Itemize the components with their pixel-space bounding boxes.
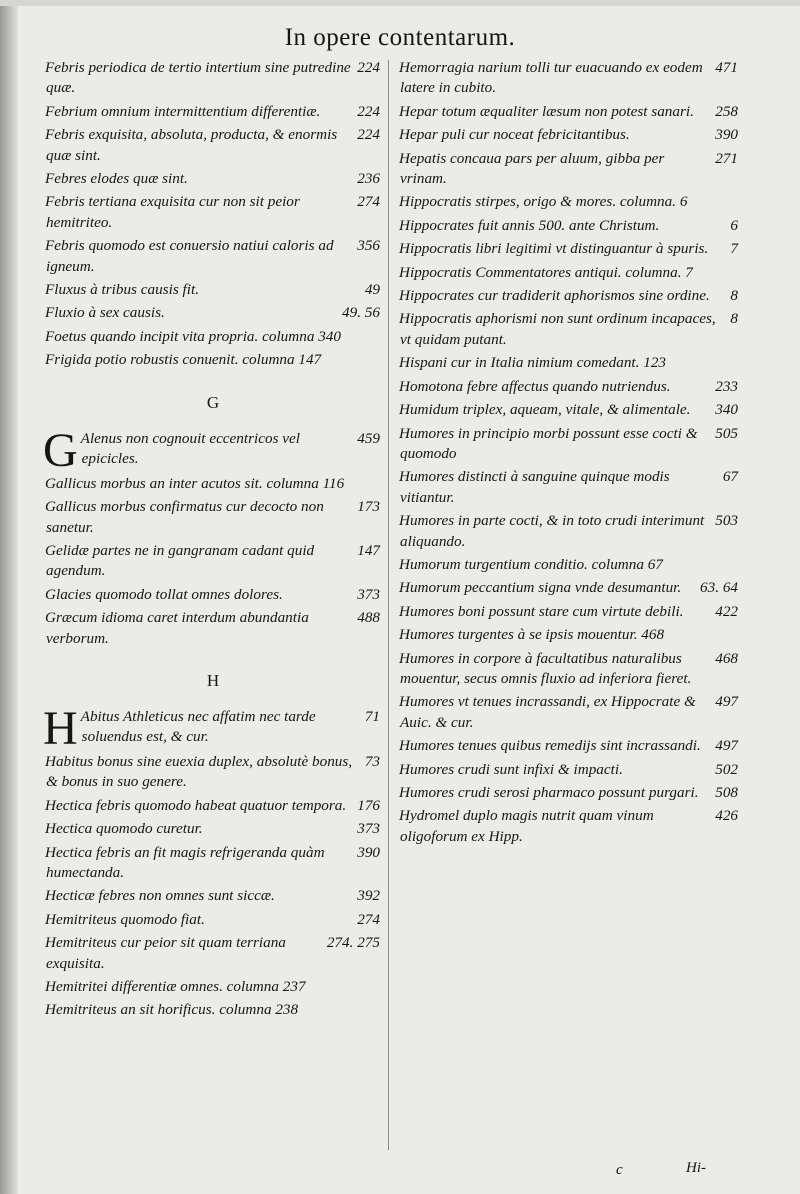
index-entry bbox=[46, 125, 380, 166]
index-entry bbox=[46, 58, 380, 99]
index-entry bbox=[400, 602, 738, 622]
index-entry bbox=[46, 977, 380, 997]
entry-text: Febris tertiana exquisita cur non sit peior hemitriteo. bbox=[45, 193, 300, 231]
entry-page-number: 497 bbox=[715, 737, 738, 755]
entry-page-number: 390 bbox=[357, 843, 380, 861]
entry-text: Hepar totum æqualiter læsum non potest sanari. bbox=[399, 102, 694, 120]
index-entry bbox=[400, 692, 738, 733]
entry-text: Febres elodes quæ sint. bbox=[45, 170, 188, 188]
entry-text: Hemitriteus cur peior sit quam terriana exquisita. bbox=[45, 934, 286, 972]
entry-text: Febris periodica de tertio intertium sine putredine quæ. bbox=[45, 59, 351, 97]
index-entry bbox=[400, 467, 738, 508]
entry-page-number: 459 bbox=[357, 429, 380, 447]
entry-text: Glacies quomodo tollat omnes dolores. bbox=[45, 585, 283, 603]
index-entry bbox=[400, 239, 738, 259]
index-entry bbox=[46, 585, 380, 605]
entry-text: Fluxio à sex causis. bbox=[45, 304, 165, 322]
entry-text: Græcum idioma caret interdum abundantia verborum. bbox=[45, 609, 309, 647]
entry-text: Hemitriteus an sit horificus. columna 238 bbox=[45, 1001, 299, 1019]
entry-page-number: 49 bbox=[364, 281, 380, 299]
entry-text: Humores in parte cocti, & in toto crudi interimunt aliquando. bbox=[399, 512, 705, 550]
entry-text: Abitus Athleticus nec affatim nec tarde soluendus est, & cur. bbox=[80, 707, 316, 746]
entries-f bbox=[46, 58, 380, 371]
entry-text: Humorum turgentium conditio. columna 67 bbox=[399, 555, 663, 573]
index-entry bbox=[400, 625, 738, 645]
entry-text: Hippocratis libri legitimi vt distinguantur à spuris. bbox=[399, 240, 709, 258]
section-letter-h: H bbox=[206, 670, 220, 690]
entry-text: Alenus non cognouit eccentricos vel epicicles. bbox=[80, 429, 300, 468]
entry-page-number: 488 bbox=[357, 609, 380, 627]
index-entry bbox=[46, 327, 380, 347]
column-divider bbox=[388, 60, 389, 1150]
index-entry bbox=[46, 169, 380, 189]
index-entry bbox=[400, 578, 738, 598]
entry-page-number: 426 bbox=[715, 807, 738, 825]
index-entry bbox=[400, 353, 738, 373]
index-entry bbox=[400, 511, 738, 552]
index-entry bbox=[46, 350, 380, 370]
entry-page-number: 471 bbox=[715, 59, 738, 76]
index-entry bbox=[46, 752, 380, 793]
entry-text: Hectica febris quomodo habeat quatuor tempora. bbox=[45, 796, 347, 814]
entry-text: Hippocrates fuit annis 500. ante Christum. bbox=[399, 216, 660, 234]
entry-page-number: 6 bbox=[730, 216, 738, 234]
entry-page-number: 147 bbox=[357, 541, 380, 559]
section-letter-g: G bbox=[206, 392, 220, 412]
entry-text: Humores boni possunt stare cum virtute debili. bbox=[399, 602, 684, 620]
index-entry bbox=[400, 192, 738, 212]
entry-text: Hecticæ febres non omnes sunt siccæ. bbox=[45, 887, 275, 905]
entry-text: Humores turgentes à se ipsis mouentur. 468 bbox=[399, 626, 665, 644]
entry-page-number: 63. 64 bbox=[700, 579, 738, 597]
entry-text: Febris quomodo est conuersio natiui caloris ad igneum. bbox=[45, 237, 334, 275]
entry-text: Hippocratis aphorismi non sunt ordinum incapaces, vt quidam putant. bbox=[399, 310, 716, 348]
page-top-edge bbox=[0, 0, 800, 6]
entry-text: Fluxus à tribus causis fit. bbox=[45, 281, 199, 299]
index-entry bbox=[400, 58, 738, 99]
right-column bbox=[400, 58, 738, 850]
entry-page-number: 274. 275 bbox=[326, 934, 380, 952]
entry-text: Hemitriteus quomodo fiat. bbox=[45, 910, 205, 928]
entry-text: Humorum peccantium signa vnde desumantur. bbox=[399, 579, 682, 597]
entry-page-number: 8 bbox=[730, 287, 738, 305]
entry-text: Hectica febris an fit magis refrigeranda quàm humectanda. bbox=[45, 843, 325, 881]
left-column bbox=[43, 58, 380, 1024]
catchword: Hi- bbox=[686, 1160, 706, 1176]
entry-page-number: 236 bbox=[357, 170, 380, 188]
entry-text: Gallicus morbus an inter acutos sit. columna 116 bbox=[45, 474, 345, 492]
entry-page-number: 224 bbox=[357, 59, 380, 76]
index-entry bbox=[46, 541, 380, 582]
entry-page-number: 390 bbox=[715, 126, 738, 144]
entry-page-number: 502 bbox=[715, 760, 738, 778]
index-entry bbox=[400, 400, 738, 420]
index-entry bbox=[400, 424, 738, 465]
index-entry bbox=[46, 910, 380, 930]
index-entry bbox=[46, 236, 380, 277]
entry-page-number: 224 bbox=[357, 102, 380, 120]
index-entry bbox=[46, 886, 380, 906]
index-entry bbox=[400, 149, 738, 190]
entry-page-number: 7 bbox=[730, 240, 738, 258]
entry-text: Hepar puli cur noceat febricitantibus. bbox=[399, 126, 630, 144]
entry-text: Humores crudi serosi pharmaco possunt purgari. bbox=[399, 784, 699, 801]
entry-text: Humores crudi sunt infixi & impacti. bbox=[399, 760, 623, 778]
entry-text: Foetus quando incipit vita propria. columna 340 bbox=[45, 327, 341, 345]
entry-text: Habitus bonus sine euexia duplex, absolutè bonus, & bonus in suo genere. bbox=[45, 752, 353, 791]
entry-text: Homotona febre affectus quando nutriendus. bbox=[399, 377, 671, 395]
index-entry bbox=[400, 125, 738, 145]
entry-page-number: 373 bbox=[357, 820, 380, 838]
page-title: In opere contentarum. bbox=[284, 24, 516, 51]
index-entry bbox=[43, 423, 380, 477]
entry-page-number: 468 bbox=[715, 649, 738, 667]
entry-page-number: 274 bbox=[357, 193, 380, 211]
entry-page-number: 8 bbox=[730, 310, 738, 328]
entry-text: Hectica quomodo curetur. bbox=[45, 820, 203, 838]
entry-text: Humores in principio morbi possunt esse cocti & quomodo bbox=[399, 424, 698, 462]
entry-page-number: 73 bbox=[364, 752, 380, 770]
entry-page-number: 508 bbox=[715, 784, 738, 801]
index-entry bbox=[46, 819, 380, 839]
index-entry bbox=[46, 933, 380, 974]
index-entry bbox=[46, 102, 380, 122]
entry-text: Gelidæ partes ne in gangranam cadant quid agendum. bbox=[45, 541, 315, 580]
drop-capital: G bbox=[43, 423, 78, 477]
drop-capital: H bbox=[43, 701, 78, 755]
index-entry bbox=[400, 555, 738, 575]
entry-text: Humores distincti à sanguine quinque modis vitiantur. bbox=[399, 468, 670, 506]
entry-text: Hemorragia narium tolli tur euacuando ex eodem latere in cubito. bbox=[399, 59, 703, 97]
entry-page-number: 173 bbox=[357, 498, 380, 516]
index-entry bbox=[400, 102, 738, 122]
entry-text: Frigida potio robustis conuenit. columna 147 bbox=[45, 351, 322, 369]
entry-text: Hepatis concaua pars per aluum, gibba per vrinam. bbox=[399, 149, 665, 188]
entry-text: Hispani cur in Italia nimium comedant. 123 bbox=[399, 354, 667, 372]
index-entry bbox=[400, 736, 738, 756]
entry-page-number: 373 bbox=[357, 585, 380, 603]
entry-page-number: 71 bbox=[364, 707, 380, 725]
index-entry bbox=[43, 701, 380, 755]
index-entry bbox=[400, 286, 738, 306]
entry-page-number: 505 bbox=[715, 424, 738, 442]
entry-text: Hemitritei differentiæ omnes. columna 237 bbox=[45, 978, 306, 995]
index-entry bbox=[400, 806, 738, 847]
entry-page-number: 356 bbox=[357, 237, 380, 255]
entry-page-number: 67 bbox=[722, 468, 738, 486]
entry-page-number: 233 bbox=[715, 377, 738, 395]
entry-page-number: 497 bbox=[715, 693, 738, 711]
entry-text: Humores tenues quibus remedijs sint incrassandi. bbox=[399, 737, 701, 755]
index-entry bbox=[400, 649, 738, 690]
entry-page-number: 503 bbox=[715, 512, 738, 530]
index-entry bbox=[46, 843, 380, 884]
entry-text: Hippocratis Commentatores antiqui. columna. 7 bbox=[399, 263, 693, 281]
entry-text: Humores vt tenues incrassandi, ex Hippocrate & Auic. & cur. bbox=[399, 693, 696, 731]
index-entry bbox=[400, 760, 738, 780]
index-entry bbox=[46, 474, 380, 494]
index-entry bbox=[400, 783, 738, 803]
index-entry bbox=[46, 192, 380, 233]
index-entry bbox=[46, 303, 380, 323]
entry-page-number: 340 bbox=[715, 401, 738, 419]
index-entry bbox=[46, 280, 380, 300]
index-entry bbox=[400, 309, 738, 350]
page-gutter-shadow bbox=[0, 0, 18, 1194]
entry-text: Humores in corpore à facultatibus naturalibus mouentur, secus omnis fluxio ad inferiora fieret. bbox=[399, 649, 692, 687]
index-entry bbox=[46, 1000, 380, 1020]
entry-text: Humidum triplex, aqueam, vitale, & alimentale. bbox=[399, 401, 691, 419]
entry-page-number: 274 bbox=[357, 910, 380, 928]
index-entry bbox=[400, 216, 738, 236]
entries-g bbox=[43, 423, 380, 649]
entries-h bbox=[43, 701, 380, 1021]
entry-page-number: 271 bbox=[715, 149, 738, 167]
index-entry bbox=[400, 377, 738, 397]
entry-text: Hippocratis stirpes, origo & mores. columna. 6 bbox=[399, 193, 688, 211]
entry-page-number: 258 bbox=[715, 102, 738, 120]
entry-text: Hippocrates cur tradiderit aphorismos sine ordine. bbox=[399, 287, 710, 305]
entry-page-number: 422 bbox=[715, 602, 738, 620]
index-entry bbox=[46, 608, 380, 649]
index-entry bbox=[400, 263, 738, 283]
entry-text: Hydromel duplo magis nutrit quam vinum oligoforum ex Hipp. bbox=[399, 807, 654, 845]
signature-mark: c bbox=[616, 1162, 623, 1178]
entry-page-number: 176 bbox=[357, 796, 380, 814]
entry-text: Febrium omnium intermittentium differentiæ. bbox=[45, 102, 321, 120]
index-entry bbox=[46, 497, 380, 538]
entry-page-number: 392 bbox=[357, 887, 380, 905]
entry-page-number: 224 bbox=[357, 126, 380, 144]
entry-text: Febris exquisita, absoluta, producta, & enormis quæ sint. bbox=[45, 126, 338, 164]
entry-page-number: 49. 56 bbox=[342, 304, 380, 322]
index-entry bbox=[46, 796, 380, 816]
entry-text: Gallicus morbus confirmatus cur decocto non sanetur. bbox=[45, 498, 324, 536]
